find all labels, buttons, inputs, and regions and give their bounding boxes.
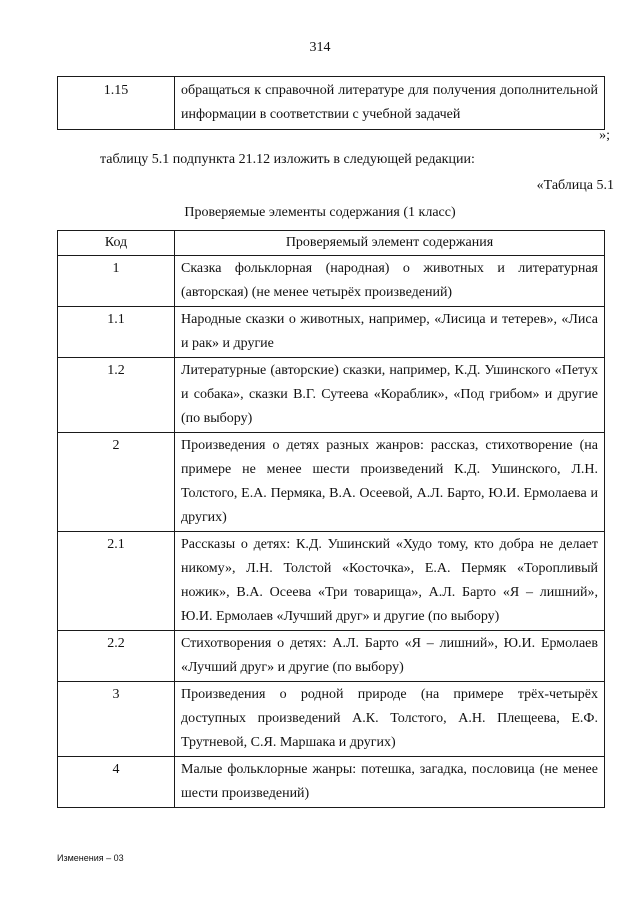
- row-code: 1.15: [58, 77, 175, 130]
- row-text: Народные сказки о животных, например, «Лисица и тетерев», «Лиса и рак» и другие: [175, 307, 605, 358]
- page-number: 314: [309, 40, 331, 55]
- table-row: [58, 532, 605, 631]
- row-text: Сказка фольклорная (народная) о животных и литературная (авторская) (не менее четырёх произведений): [175, 256, 605, 307]
- row-code: 1.2: [58, 358, 175, 433]
- closing-quote: »;: [599, 128, 610, 143]
- row-code: 2.2: [58, 631, 175, 682]
- table-row: [58, 77, 605, 130]
- table-row: [58, 307, 605, 358]
- instruction-paragraph: таблицу 5.1 подпункта 21.12 изложить в следующей редакции:: [100, 152, 475, 167]
- table-header-row: [58, 231, 605, 256]
- row-text: Литературные (авторские) сказки, например, К.Д. Ушинского «Петух и собака», сказки В.Г. Сутеева «Кораблик», «Под грибом» и другие (по выбору): [175, 358, 605, 433]
- footer-revision-note: Изменения – 03: [57, 853, 124, 863]
- row-text: Рассказы о детях: К.Д. Ушинский «Худо тому, кто добра не делает никому», Л.Н. Толстой «Косточка», Е.А. Пермяк «Торопливый ножик», В.А. Осеева «Три товарища», А.Л. Барто «Я – лишний», Ю.И. Ермолаев «Лучший друг» и другие (по выбору): [175, 532, 605, 631]
- content-elements-table: [57, 230, 605, 808]
- row-text: Стихотворения о детях: А.Л. Барто «Я – лишний», Ю.И. Ермолаев «Лучший друг» и другие (по выбору): [175, 631, 605, 682]
- table-row: [58, 682, 605, 757]
- row-text: Малые фольклорные жанры: потешка, загадка, пословица (не менее шести произведений): [175, 757, 605, 808]
- row-text: обращаться к справочной литературе для получения дополнительной информации в соответствии с учебной задачей: [175, 77, 605, 130]
- row-code: 3: [58, 682, 175, 757]
- row-code: 1: [58, 256, 175, 307]
- row-code: 2.1: [58, 532, 175, 631]
- table-row: [58, 631, 605, 682]
- table-row: [58, 256, 605, 307]
- table-row: [58, 358, 605, 433]
- table-caption: «Таблица 5.1: [536, 178, 614, 193]
- row-text: Произведения о родной природе (на примере трёх-четырёх доступных произведений А.К. Толстого, А.Н. Плещеева, Е.Ф. Трутневой, С.Я. Маршака и других): [175, 682, 605, 757]
- column-header-code: Код: [58, 231, 175, 256]
- row-text: Произведения о детях разных жанров: рассказ, стихотворение (на примере не менее шести произведений К.Д. Ушинского, Л.Н. Толстого, Е.А. Пермяка, В.А. Осеевой, А.Л. Барто, Ю.И. Ермолаева и других): [175, 433, 605, 532]
- row-code: 4: [58, 757, 175, 808]
- table-row: [58, 757, 605, 808]
- table-row: [58, 433, 605, 532]
- previous-table-fragment: [57, 76, 605, 130]
- row-code: 2: [58, 433, 175, 532]
- table-title: Проверяемые элементы содержания (1 класс): [184, 205, 456, 220]
- column-header-element: Проверяемый элемент содержания: [175, 231, 605, 256]
- row-code: 1.1: [58, 307, 175, 358]
